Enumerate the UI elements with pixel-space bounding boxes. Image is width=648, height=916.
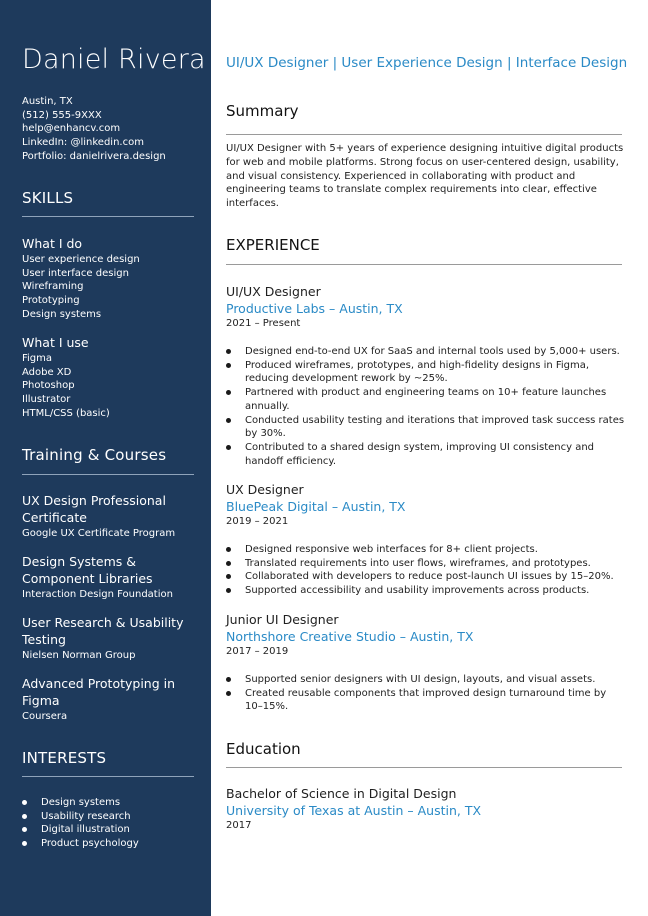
job-title: Junior UI Designer bbox=[226, 612, 339, 627]
education-heading: Education bbox=[226, 740, 301, 758]
training-heading: Training & Courses bbox=[22, 446, 167, 464]
bullet-item: Produced wireframes, prototypes, and high-fidelity designs in Figma, reducing development rework by ~25%. bbox=[226, 359, 622, 386]
contact-phone: (512) 555-9XXX bbox=[22, 109, 102, 121]
job-bullets bbox=[226, 345, 625, 468]
course-item bbox=[22, 614, 197, 662]
bullet-icon bbox=[226, 363, 231, 368]
bullet-icon bbox=[22, 814, 27, 819]
bullet-item: Translated requirements into user flows, wireframes, and prototypes. bbox=[226, 557, 622, 571]
bullet-icon bbox=[22, 827, 27, 832]
tool-item: Illustrator bbox=[22, 394, 71, 406]
course-item bbox=[22, 553, 197, 601]
skill-item: Design systems bbox=[22, 308, 102, 320]
bullet-icon bbox=[226, 445, 231, 450]
bullet-icon bbox=[226, 547, 231, 552]
bullet-icon bbox=[226, 691, 231, 696]
headline: UI/UX Designer | User Experience Design | Interface Design bbox=[226, 55, 628, 71]
bullet-icon bbox=[226, 349, 231, 354]
course-item bbox=[22, 675, 197, 723]
job-company: Productive Labs – Austin, TX bbox=[226, 301, 403, 316]
interests-heading: INTERESTS bbox=[22, 749, 107, 767]
bullet-item: Supported senior designers with UI design, layouts, and visual assets. bbox=[226, 673, 622, 687]
main-content bbox=[211, 0, 648, 916]
tool-item: Figma bbox=[22, 353, 53, 364]
summary-text: UI/UX Designer with 5+ years of experience designing intuitive digital products for web and mobile platforms. Strong focus on user-centered design, usability, and visual consistency. Experienced in collaborating with product and engineering teams to translate complex requirements into clear, effective interfaces. bbox=[226, 143, 624, 210]
interest-item: Usability research bbox=[22, 810, 139, 824]
education-year: 2017 bbox=[226, 820, 252, 831]
skills-divider bbox=[22, 216, 194, 217]
tool-item: Photoshop bbox=[22, 380, 75, 392]
skill-item: Wireframing bbox=[22, 281, 84, 293]
bullet-icon bbox=[226, 574, 231, 579]
job-company: Northshore Creative Studio – Austin, TX bbox=[226, 629, 474, 644]
course-provider: Google UX Certificate Program bbox=[22, 528, 176, 539]
bullet-icon bbox=[22, 800, 27, 805]
interests-list bbox=[22, 796, 139, 851]
course-provider: Interaction Design Foundation bbox=[22, 589, 173, 600]
interest-item: Digital illustration bbox=[22, 823, 139, 837]
course-title: Design Systems & Component Libraries bbox=[22, 554, 153, 586]
job-bullets bbox=[226, 543, 622, 598]
bullet-item: Designed end-to-end UX for SaaS and internal tools used by 5,000+ users. bbox=[226, 345, 622, 359]
course-provider: Nielsen Norman Group bbox=[22, 650, 136, 661]
job-dates: 2017 – 2019 bbox=[226, 646, 289, 657]
bullet-item: Conducted usability testing and iterations that improved task success rates by 30%. bbox=[226, 414, 622, 441]
course-title: User Research & Usability Testing bbox=[22, 615, 184, 647]
contact-portfolio[interactable]: Portfolio: danielrivera.design bbox=[22, 150, 166, 162]
course-title: UX Design Professional Certificate bbox=[22, 493, 166, 525]
interest-item: Design systems bbox=[22, 796, 139, 810]
bullet-item: Contributed to a shared design system, improving UI consistency and handoff efficiency. bbox=[226, 441, 622, 468]
tool-item: HTML/CSS (basic) bbox=[22, 407, 110, 419]
what-i-use-list bbox=[22, 352, 110, 421]
job-dates: 2021 – Present bbox=[226, 318, 301, 329]
what-i-use-heading: What I use bbox=[22, 335, 89, 350]
bullet-icon bbox=[226, 677, 231, 682]
course-item bbox=[22, 492, 197, 540]
skill-item: Prototyping bbox=[22, 295, 80, 307]
interest-item: Product psychology bbox=[22, 837, 139, 851]
skills-heading: SKILLS bbox=[22, 189, 74, 207]
what-i-do-list bbox=[22, 253, 140, 322]
experience-heading: EXPERIENCE bbox=[226, 236, 320, 254]
summary-divider bbox=[226, 134, 622, 135]
sidebar bbox=[0, 0, 211, 916]
bullet-icon bbox=[226, 418, 231, 423]
interests-divider bbox=[22, 776, 194, 777]
summary-heading: Summary bbox=[226, 102, 299, 120]
course-title: Advanced Prototyping in Figma bbox=[22, 676, 176, 708]
bullet-icon bbox=[22, 841, 27, 846]
contact-info bbox=[22, 95, 166, 164]
bullet-icon bbox=[226, 561, 231, 566]
bullet-item: Designed responsive web interfaces for 8+ client projects. bbox=[226, 543, 622, 557]
contact-email[interactable]: help@enhancv.com bbox=[22, 123, 121, 135]
contact-linkedin[interactable]: LinkedIn: @linkedin.com bbox=[22, 137, 144, 149]
course-provider: Coursera bbox=[22, 711, 68, 722]
bullet-item: Supported accessibility and usability improvements across products. bbox=[226, 584, 622, 598]
tool-item: Adobe XD bbox=[22, 366, 72, 378]
candidate-name: Daniel Rivera bbox=[22, 44, 206, 75]
education-divider bbox=[226, 767, 622, 768]
bullet-item: Created reusable components that improved design turnaround time by 10–15%. bbox=[226, 687, 622, 714]
what-i-do-heading: What I do bbox=[22, 236, 83, 251]
education-school: University of Texas at Austin – Austin, TX bbox=[226, 803, 482, 818]
bullet-icon bbox=[226, 588, 231, 593]
job-company: BluePeak Digital – Austin, TX bbox=[226, 499, 406, 514]
job-title: UI/UX Designer bbox=[226, 284, 321, 299]
bullet-icon bbox=[226, 390, 231, 395]
training-divider bbox=[22, 474, 194, 475]
skill-item: User interface design bbox=[22, 267, 129, 279]
job-bullets bbox=[226, 673, 622, 714]
contact-location: Austin, TX bbox=[22, 96, 73, 107]
bullet-item: Partnered with product and engineering teams on 10+ feature launches annually. bbox=[226, 386, 622, 413]
experience-divider bbox=[226, 264, 622, 265]
job-dates: 2019 – 2021 bbox=[226, 516, 289, 527]
education-degree: Bachelor of Science in Digital Design bbox=[226, 786, 457, 801]
skill-item: User experience design bbox=[22, 254, 140, 265]
bullet-item: Collaborated with developers to reduce post-launch UI issues by 15–20%. bbox=[226, 570, 622, 584]
job-title: UX Designer bbox=[226, 482, 304, 497]
